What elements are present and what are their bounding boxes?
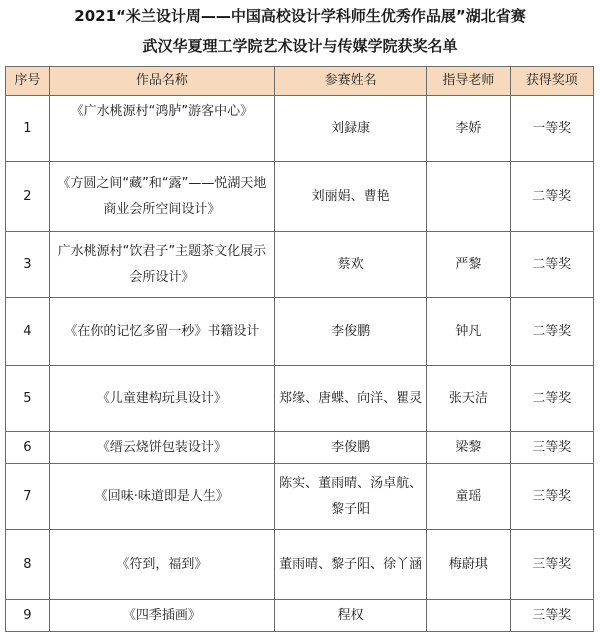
header-work: 作品名称 bbox=[49, 67, 274, 96]
table-row bbox=[6, 298, 594, 366]
row-number: 2 bbox=[6, 162, 50, 232]
award-level: 三等奖 bbox=[510, 464, 593, 530]
participant-names: 程权 bbox=[274, 600, 426, 632]
advisor-name: 张天洁 bbox=[427, 366, 510, 432]
advisor-name: 钟凡 bbox=[427, 298, 510, 366]
table-row bbox=[6, 232, 594, 298]
page-title: 2021“米兰设计周——中国高校设计学科师生优秀作品展”湖北省赛 bbox=[74, 7, 526, 25]
award-level: 二等奖 bbox=[510, 298, 593, 366]
page-subtitle: 武汉华夏理工学院艺术设计与传媒学院获奖名单 bbox=[142, 37, 458, 55]
work-title: 《四季插画》 bbox=[49, 600, 274, 632]
table-header-row bbox=[6, 67, 594, 96]
work-title: 《在你的记忆多留一秒》书籍设计 bbox=[49, 298, 274, 366]
table-row bbox=[6, 366, 594, 432]
work-title: 《符到，福到》 bbox=[49, 530, 274, 600]
header-advisor: 指导老师 bbox=[427, 67, 510, 96]
participant-names: 蔡欢 bbox=[274, 232, 426, 298]
participant-names: 刘丽娟、曹艳 bbox=[274, 162, 426, 232]
table-row bbox=[6, 464, 594, 530]
award-level: 三等奖 bbox=[510, 432, 593, 464]
work-title: 广水桃源村“饮君子”主题茶文化展示会所设计》 bbox=[49, 232, 274, 298]
work-title: 《缙云烧饼包装设计》 bbox=[49, 432, 274, 464]
advisor-name: 梁黎 bbox=[427, 432, 510, 464]
award-level: 一等奖 bbox=[510, 96, 593, 162]
award-level: 二等奖 bbox=[510, 366, 593, 432]
table-row bbox=[6, 530, 594, 600]
work-title: 《方圆之间“藏”和“露”——悦湖天地商业会所空间设计》 bbox=[49, 162, 274, 232]
advisor-name: 李娇 bbox=[427, 96, 510, 162]
award-level: 三等奖 bbox=[510, 530, 593, 600]
table-row bbox=[6, 432, 594, 464]
award-level: 二等奖 bbox=[510, 162, 593, 232]
awards-table bbox=[5, 66, 594, 632]
advisor-name bbox=[427, 162, 510, 232]
advisor-name: 童瑶 bbox=[427, 464, 510, 530]
row-number: 6 bbox=[6, 432, 50, 464]
participant-names: 郑缘、唐蝶、向洋、瞿灵 bbox=[274, 366, 426, 432]
row-number: 4 bbox=[6, 298, 50, 366]
header-no: 序号 bbox=[6, 67, 50, 96]
table-row bbox=[6, 600, 594, 632]
row-number: 9 bbox=[6, 600, 50, 632]
header-award: 获得奖项 bbox=[510, 67, 593, 96]
row-number: 8 bbox=[6, 530, 50, 600]
advisor-name: 梅蔚琪 bbox=[427, 530, 510, 600]
row-number: 7 bbox=[6, 464, 50, 530]
participant-names: 李俊鹏 bbox=[274, 298, 426, 366]
award-level: 二等奖 bbox=[510, 232, 593, 298]
participant-names: 李俊鹏 bbox=[274, 432, 426, 464]
work-title: 《广水桃源村“鸿胪”游客中心》 bbox=[49, 96, 274, 162]
participant-names: 刘録康 bbox=[274, 96, 426, 162]
participant-names: 陈实、董雨晴、汤卓航、黎子阳 bbox=[274, 464, 426, 530]
work-title: 《儿童建构玩具设计》 bbox=[49, 366, 274, 432]
row-number: 5 bbox=[6, 366, 50, 432]
row-number: 3 bbox=[6, 232, 50, 298]
advisor-name bbox=[427, 600, 510, 632]
work-title: 《回味·味道即是人生》 bbox=[49, 464, 274, 530]
participant-names: 董雨晴、黎子阳、徐丫涵 bbox=[274, 530, 426, 600]
row-number: 1 bbox=[6, 96, 50, 162]
advisor-name: 严黎 bbox=[427, 232, 510, 298]
award-level: 三等奖 bbox=[510, 600, 593, 632]
table-row bbox=[6, 96, 594, 162]
header-names: 参赛姓名 bbox=[274, 67, 426, 96]
table-row bbox=[6, 162, 594, 232]
